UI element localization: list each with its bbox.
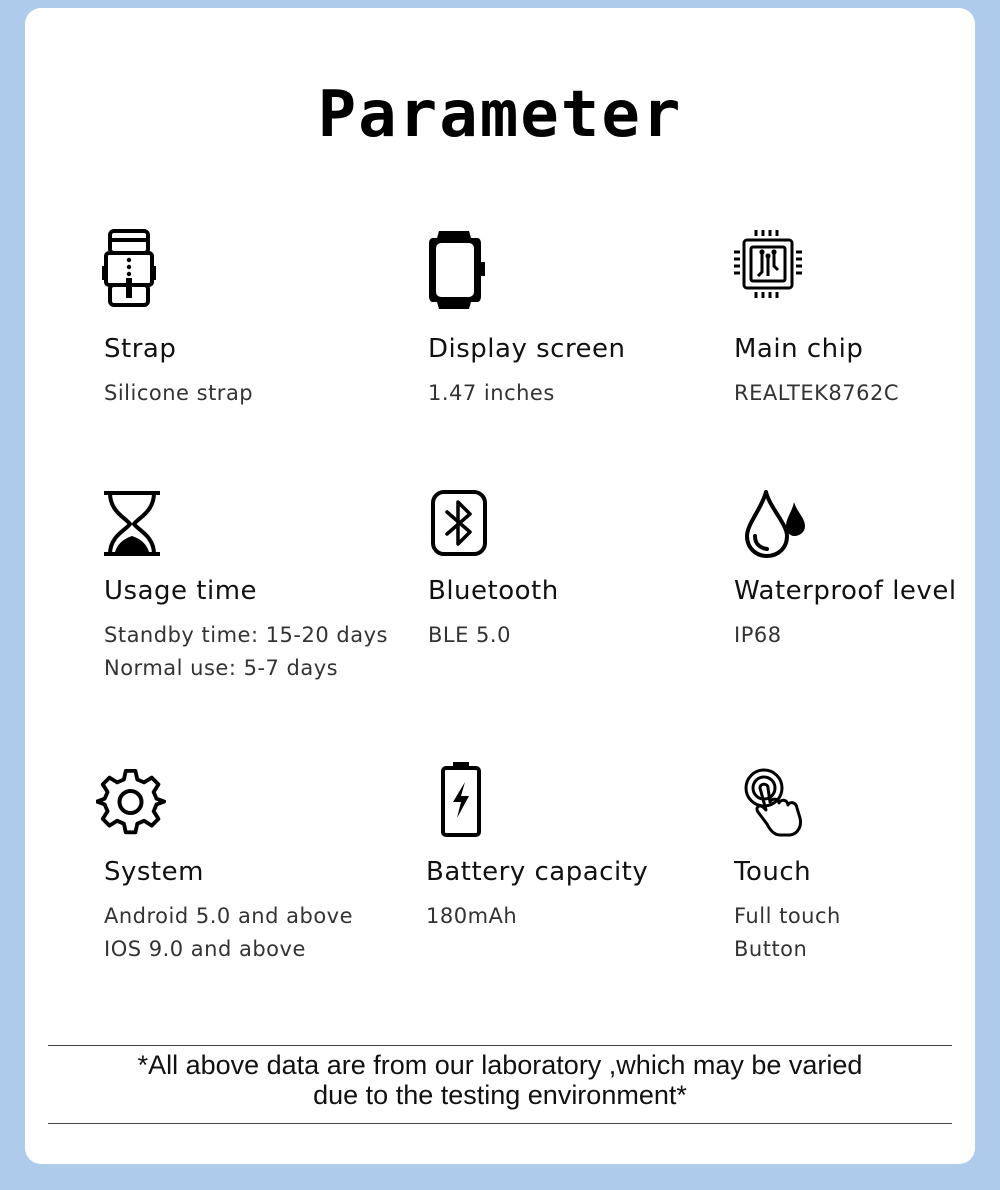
param-label: Usage time xyxy=(104,576,258,606)
touch-hand-icon xyxy=(742,768,822,848)
param-label: Main chip xyxy=(734,334,864,364)
param-value: 180mAh xyxy=(426,904,518,928)
param-label: Display screen xyxy=(428,334,626,364)
gear-icon xyxy=(96,768,176,848)
watch-screen-icon xyxy=(425,228,505,308)
strap-icon xyxy=(100,228,180,308)
param-label: System xyxy=(104,857,204,887)
param-label: Battery capacity xyxy=(426,857,649,887)
water-drop-icon xyxy=(742,488,822,568)
param-value: IOS 9.0 and above xyxy=(104,937,306,961)
disclaimer-note xyxy=(48,1050,952,1110)
param-value: Silicone strap xyxy=(104,381,254,405)
battery-icon xyxy=(440,760,520,840)
bluetooth-icon xyxy=(430,490,510,570)
param-label: Bluetooth xyxy=(428,576,559,606)
param-value: Android 5.0 and above xyxy=(104,904,354,928)
disclaimer-line-1: *All above data are from our laboratory ,which may be varied xyxy=(137,1050,863,1080)
param-value: Normal use: 5-7 days xyxy=(104,656,339,680)
chip-icon xyxy=(732,228,812,308)
param-value: 1.47 inches xyxy=(428,381,555,405)
disclaimer-line-2: due to the testing environment* xyxy=(313,1080,687,1110)
divider-top xyxy=(48,1045,952,1046)
param-value: Button xyxy=(734,937,808,961)
param-value: BLE 5.0 xyxy=(428,623,511,647)
hourglass-icon xyxy=(100,490,180,570)
page-title: Parameter xyxy=(317,78,683,152)
param-value: Full touch xyxy=(734,904,841,928)
param-label: Waterproof level xyxy=(734,576,957,606)
param-value: IP68 xyxy=(734,623,782,647)
param-label: Strap xyxy=(104,334,177,364)
divider-bottom xyxy=(48,1123,952,1124)
param-label: Touch xyxy=(734,857,812,887)
param-value: REALTEK8762C xyxy=(734,381,900,405)
param-value: Standby time: 15-20 days xyxy=(104,623,388,647)
